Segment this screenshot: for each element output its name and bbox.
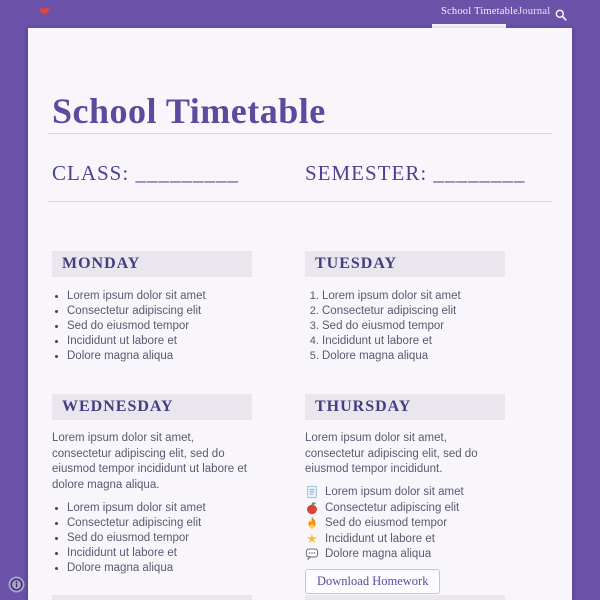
list-item bbox=[305, 531, 505, 547]
semester-field: SEMESTER: ________ bbox=[305, 161, 526, 185]
thursday-emoji-list bbox=[305, 485, 505, 563]
list-item: • Lorem ipsum dolor sit amet bbox=[67, 501, 252, 516]
list-item bbox=[305, 516, 505, 532]
class-field: CLASS: _________ bbox=[52, 161, 239, 185]
list-item: • Sed do eiusmod tempor bbox=[67, 531, 252, 546]
heart-logo-icon[interactable]: ❤ bbox=[39, 4, 50, 19]
thursday-title: THURSDAY bbox=[315, 398, 412, 415]
wednesday-header-bar bbox=[52, 394, 252, 420]
list-item: • Sed do eiusmod tempor bbox=[67, 319, 252, 334]
next-day-header-bar-partial bbox=[305, 595, 505, 600]
speech-balloon-icon bbox=[305, 547, 319, 561]
wednesday-paragraph: Lorem ipsum dolor sit amet, consectetur adipiscing elit, sed do eiusmod tempor incididunt ut labore et dolore magna aliqua. bbox=[52, 432, 247, 491]
divider bbox=[48, 201, 552, 202]
wednesday-section bbox=[52, 394, 252, 594]
tuesday-title: TUESDAY bbox=[315, 255, 397, 272]
list-item bbox=[305, 500, 505, 516]
next-day-header-bar-partial bbox=[52, 595, 252, 600]
list-item: • Dolore magna aliqua bbox=[67, 561, 252, 576]
wednesday-list bbox=[52, 501, 252, 576]
timetable-grid bbox=[52, 251, 505, 594]
list-item: 1. Lorem ipsum dolor sit amet bbox=[322, 289, 505, 304]
list-item: 4. Incididunt ut labore et bbox=[322, 334, 505, 349]
tuesday-header-bar bbox=[305, 251, 505, 277]
divider bbox=[48, 133, 552, 134]
search-icon[interactable] bbox=[555, 8, 567, 20]
monday-header-bar bbox=[52, 251, 252, 277]
monday-title: MONDAY bbox=[62, 255, 141, 272]
thursday-paragraph: Lorem ipsum dolor sit amet, consectetur adipiscing elit, sed do eiusmod tempor incididunt. bbox=[305, 432, 478, 475]
emoji-item-label: Dolore magna aliqua bbox=[325, 548, 432, 561]
list-item: • Incididunt ut labore et bbox=[67, 546, 252, 561]
list-item: 3. Sed do eiusmod tempor bbox=[322, 319, 505, 334]
tuesday-section bbox=[305, 251, 505, 364]
emoji-item-label: Lorem ipsum dolor sit amet bbox=[325, 486, 464, 499]
list-item: 5. Dolore magna aliqua bbox=[322, 349, 505, 364]
thursday-header-bar bbox=[305, 394, 505, 420]
monday-section bbox=[52, 251, 252, 364]
apple-icon bbox=[305, 501, 319, 515]
download-homework-button[interactable]: Download Homework bbox=[305, 569, 440, 594]
nav-tab-school-timetable[interactable]: School Timetable bbox=[441, 6, 518, 17]
fire-icon bbox=[305, 516, 319, 530]
list-item: • Incididunt ut labore et bbox=[67, 334, 252, 349]
monday-list bbox=[52, 289, 252, 364]
nav-tab-journal[interactable]: Journal bbox=[518, 6, 551, 17]
page-title: School Timetable bbox=[52, 91, 326, 132]
emoji-item-label: Incididunt ut labore et bbox=[325, 532, 435, 545]
list-item: • Dolore magna aliqua bbox=[67, 349, 252, 364]
emoji-item-label: Consectetur adipiscing elit bbox=[325, 501, 460, 514]
list-item: • Consectetur adipiscing elit bbox=[67, 516, 252, 531]
top-header bbox=[0, 0, 600, 28]
thursday-section bbox=[305, 394, 505, 594]
star-icon: ★ bbox=[306, 531, 318, 547]
list-item: • Lorem ipsum dolor sit amet bbox=[67, 289, 252, 304]
content-card bbox=[28, 28, 572, 600]
tuesday-list bbox=[305, 289, 505, 364]
list-item: • Consectetur adipiscing elit bbox=[67, 304, 252, 319]
list-item bbox=[305, 485, 505, 501]
list-item: 2. Consectetur adipiscing elit bbox=[322, 304, 505, 319]
list-item bbox=[305, 547, 505, 563]
site-info-icon[interactable] bbox=[8, 576, 25, 593]
emoji-item-label: Sed do eiusmod tempor bbox=[325, 517, 448, 530]
document-icon bbox=[305, 485, 319, 499]
wednesday-title: WEDNESDAY bbox=[62, 398, 174, 415]
